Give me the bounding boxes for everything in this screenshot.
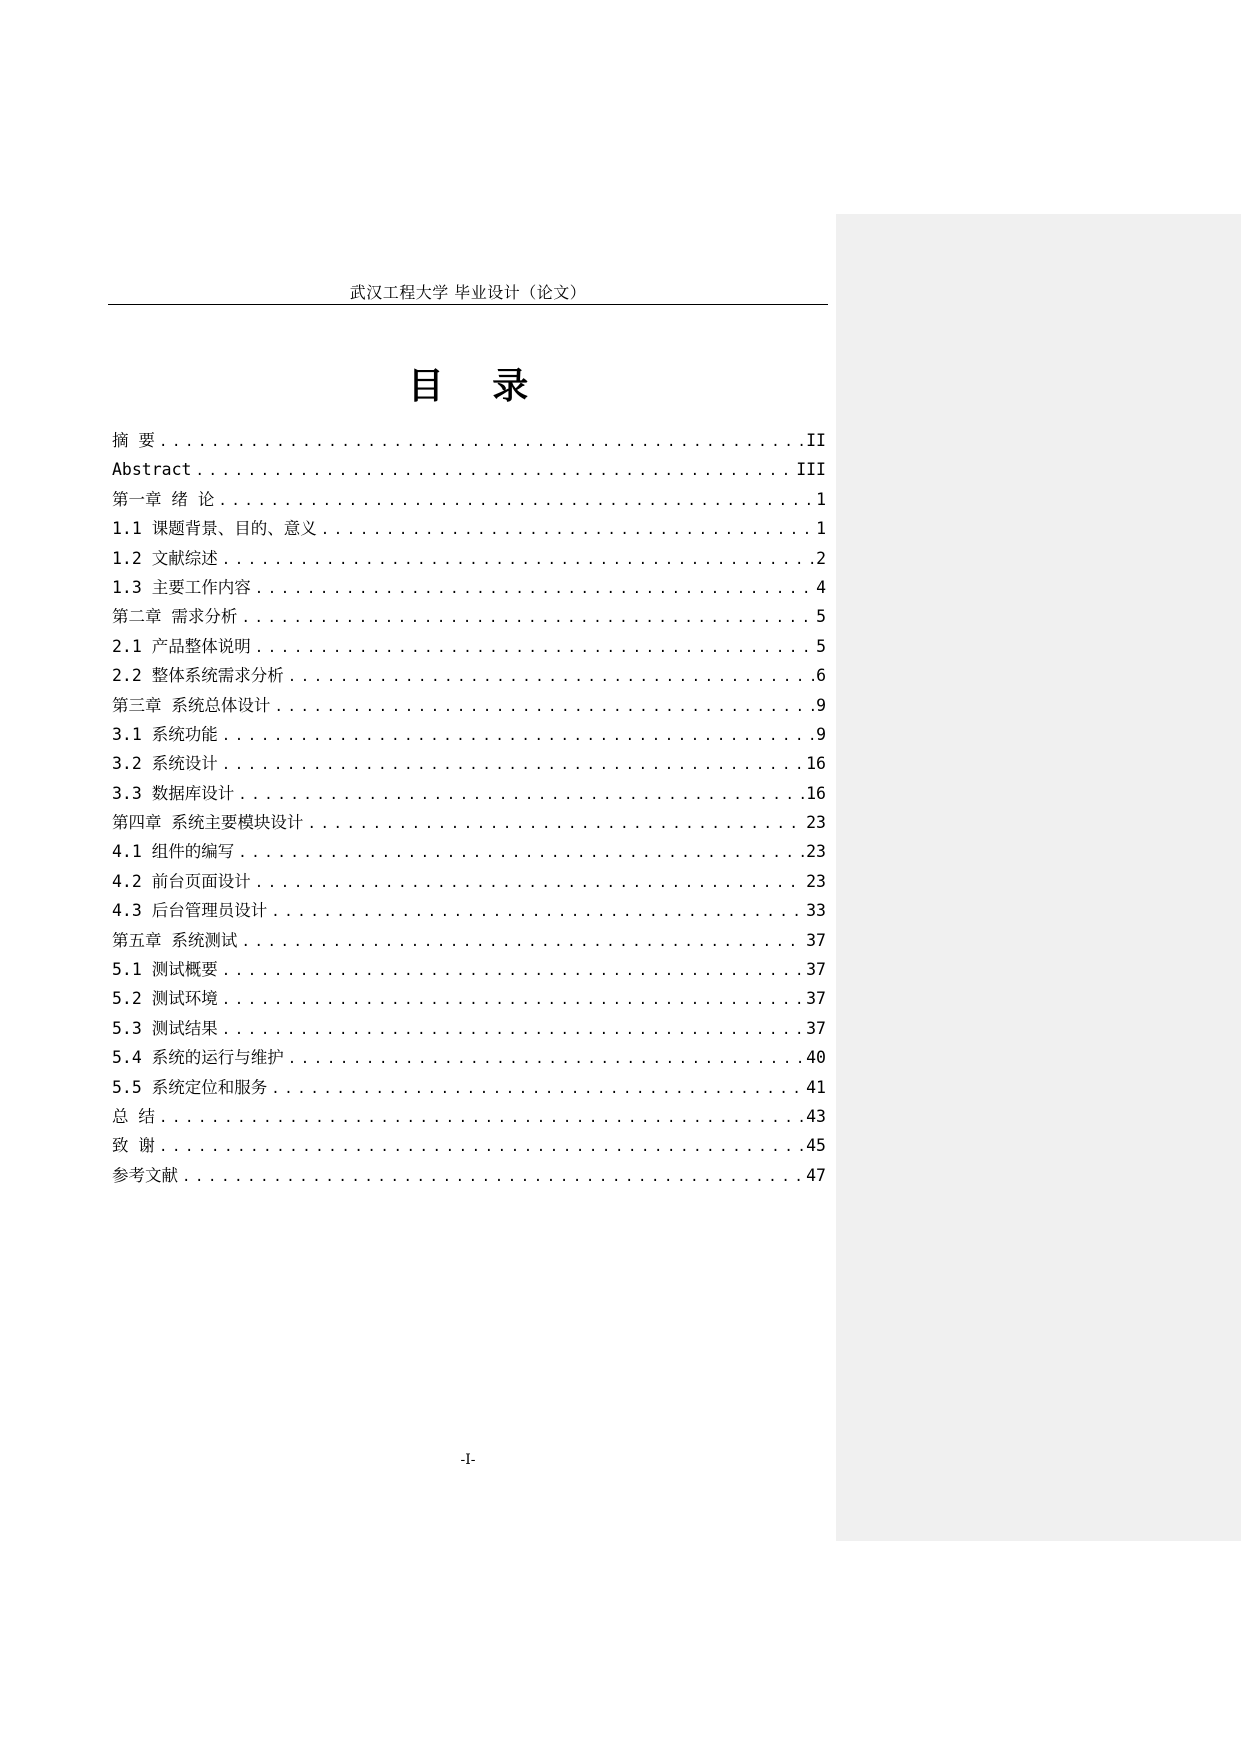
toc-leader: [255, 869, 804, 898]
header-rule: [108, 304, 828, 305]
toc-entry-page: 40: [806, 1048, 826, 1068]
toc-leader: [238, 839, 804, 868]
toc-entry[interactable]: [112, 573, 826, 602]
toc-entry-label: 5.3 测试结果: [112, 1018, 218, 1038]
toc-entry-page: 9: [816, 724, 826, 744]
toc-leader: [159, 1104, 804, 1133]
toc-leader: [222, 1016, 804, 1045]
toc-entry-page: 16: [806, 754, 826, 774]
toc-entry[interactable]: [112, 544, 826, 573]
toc-entry[interactable]: [112, 867, 826, 896]
toc-leader: [222, 546, 814, 575]
toc-entry-label: 参考文献: [112, 1165, 178, 1185]
toc-entry-page: 5: [816, 636, 826, 656]
page-number: -I-: [460, 1452, 476, 1468]
toc-entry-label: 第一章 绪 论: [112, 489, 215, 509]
toc-leader: [288, 663, 814, 692]
toc-entry-label: 3.2 系统设计: [112, 754, 218, 774]
toc-leader: [241, 604, 814, 633]
toc-entry-label: Abstract: [112, 460, 192, 480]
toc-entry-label: 3.1 系统功能: [112, 724, 218, 744]
toc-entry-page: 4: [816, 577, 826, 597]
toc-entry-page: 37: [806, 960, 826, 980]
toc-entry[interactable]: [112, 426, 826, 455]
toc-entry-label: 摘 要: [112, 431, 155, 450]
toc-leader: [255, 575, 814, 604]
toc-entry[interactable]: [112, 602, 826, 631]
toc-entry-label: 2.2 整体系统需求分析: [112, 666, 284, 686]
toc-leader: [222, 722, 814, 751]
toc-entry-label: 4.2 前台页面设计: [112, 871, 251, 891]
toc-entry-label: 5.5 系统定位和服务: [112, 1077, 268, 1097]
toc-entry-page: 2: [816, 548, 826, 568]
toc-entry-page: 37: [806, 989, 826, 1009]
toc-entry-page: 5: [816, 607, 826, 627]
toc-title: 目 录: [407, 366, 547, 407]
toc-entry-page: 23: [806, 813, 826, 833]
toc-entry-page: 37: [806, 1018, 826, 1038]
toc-entry-label: 1.2 文献综述: [112, 548, 218, 568]
toc-entry[interactable]: [112, 1102, 826, 1131]
toc-entry-label: 第三章 系统总体设计: [112, 695, 271, 715]
toc-leader: [321, 516, 814, 545]
toc-entry[interactable]: [112, 720, 826, 749]
toc-leader: [182, 1163, 804, 1192]
toc-entry[interactable]: [112, 896, 826, 925]
toc-entry[interactable]: [112, 514, 826, 543]
toc-entry-label: 1.3 主要工作内容: [112, 577, 251, 597]
toc-leader: [159, 1133, 804, 1162]
toc-entry[interactable]: [112, 1161, 826, 1190]
toc-entry-label: 4.3 后台管理员设计: [112, 901, 268, 921]
comment-pane: [836, 214, 1241, 1541]
toc-entry-label: 5.4 系统的运行与维护: [112, 1048, 284, 1068]
toc-entry-page: 41: [806, 1077, 826, 1097]
toc-leader: [255, 634, 814, 663]
toc-entry[interactable]: [112, 632, 826, 661]
toc-leader: [222, 986, 804, 1015]
toc-leader: [241, 928, 804, 957]
toc-entry[interactable]: [112, 779, 826, 808]
toc-leader: [288, 1045, 804, 1074]
toc-entry[interactable]: [112, 1014, 826, 1043]
toc-entry-page: 9: [816, 695, 826, 715]
toc-entry[interactable]: [112, 1131, 826, 1160]
toc-entry-label: 3.3 数据库设计: [112, 783, 235, 803]
toc-leader: [218, 487, 814, 516]
toc-entry-page: 23: [806, 842, 826, 862]
toc-leader: [222, 751, 804, 780]
toc-leader: [271, 1075, 804, 1104]
toc-entry-page: 47: [806, 1165, 826, 1185]
toc-entry[interactable]: [112, 691, 826, 720]
toc-entry-page: 43: [806, 1106, 826, 1126]
toc-entry[interactable]: [112, 984, 826, 1013]
toc-leader: [307, 810, 804, 839]
toc-entry-page: 1: [816, 489, 826, 509]
toc-entry[interactable]: [112, 837, 826, 866]
toc-entry-label: 5.1 测试概要: [112, 960, 218, 980]
toc-entry-label: 致 谢: [112, 1136, 155, 1156]
toc-entry[interactable]: [112, 485, 826, 514]
toc-leader: [195, 457, 794, 486]
toc-entry[interactable]: [112, 1073, 826, 1102]
toc-entry[interactable]: [112, 1043, 826, 1072]
toc-leader: [271, 898, 804, 927]
toc-entry-label: 2.1 产品整体说明: [112, 636, 251, 656]
toc-entry[interactable]: [112, 455, 826, 484]
toc-entry-page: 45: [806, 1136, 826, 1156]
page-header: 武汉工程大学 毕业设计（论文）: [349, 283, 587, 302]
toc-leader: [159, 428, 804, 457]
toc-entry-page: 37: [806, 930, 826, 950]
toc-entry-page: 6: [816, 666, 826, 686]
toc-entry-page: II: [806, 431, 826, 450]
toc-list: [112, 426, 826, 1190]
toc-entry-page: 23: [806, 871, 826, 891]
toc-entry-label: 第五章 系统测试: [112, 930, 238, 950]
toc-entry-page: 16: [806, 783, 826, 803]
toc-leader: [274, 693, 814, 722]
toc-entry-label: 总 结: [112, 1106, 155, 1126]
toc-entry-label: 第二章 需求分析: [112, 607, 238, 627]
toc-entry[interactable]: [112, 808, 826, 837]
toc-entry-page: III: [796, 460, 826, 480]
toc-entry-label: 4.1 组件的编写: [112, 842, 235, 862]
toc-leader: [238, 781, 804, 810]
toc-entry-page: 33: [806, 901, 826, 921]
toc-leader: [222, 957, 804, 986]
toc-entry[interactable]: [112, 955, 826, 984]
toc-entry[interactable]: [112, 661, 826, 690]
toc-entry-label: 1.1 课题背景、目的、意义: [112, 519, 317, 539]
toc-entry-label: 5.2 测试环境: [112, 989, 218, 1009]
toc-entry-page: 1: [816, 519, 826, 539]
toc-entry-label: 第四章 系统主要模块设计: [112, 813, 304, 833]
toc-entry[interactable]: [112, 749, 826, 778]
toc-entry[interactable]: [112, 926, 826, 955]
